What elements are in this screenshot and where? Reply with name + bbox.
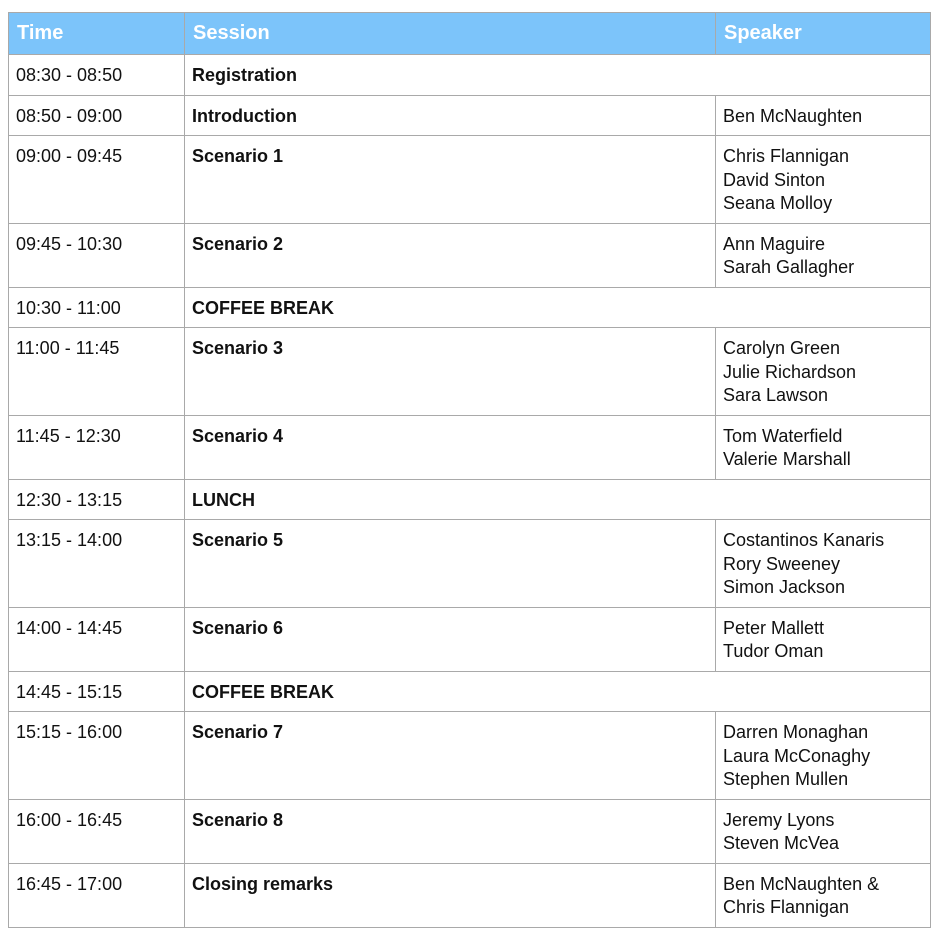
speaker-name: Ben McNaughten & bbox=[723, 873, 880, 894]
time-cell: 11:45 - 12:30 bbox=[9, 415, 185, 479]
time-cell: 16:00 - 16:45 bbox=[9, 799, 185, 863]
time-cell: 14:00 - 14:45 bbox=[9, 607, 185, 671]
speaker-name: Laura McConaghy bbox=[723, 745, 871, 766]
speaker-cell bbox=[716, 95, 931, 136]
session-cell: Introduction bbox=[185, 95, 716, 136]
speaker-name: Ben McNaughten bbox=[723, 105, 863, 126]
table-row bbox=[9, 712, 931, 800]
session-cell: COFFEE BREAK bbox=[185, 671, 931, 712]
time-cell: 08:30 - 08:50 bbox=[9, 55, 185, 96]
speaker-name: Steven McVea bbox=[723, 833, 840, 853]
table-row bbox=[9, 136, 931, 224]
header-row bbox=[9, 13, 931, 55]
speaker-name: Julie Richardson bbox=[723, 361, 857, 382]
speaker-name: Darren Monaghan bbox=[723, 722, 869, 742]
speaker-name: Ann Maguire bbox=[723, 233, 826, 254]
time-cell: 09:00 - 09:45 bbox=[9, 136, 185, 224]
agenda-header bbox=[9, 13, 931, 55]
speaker-cell bbox=[716, 607, 931, 671]
speaker-name: Rory Sweeney bbox=[723, 553, 841, 574]
column-header-session: Session bbox=[185, 13, 716, 55]
time-cell: 12:30 - 13:15 bbox=[9, 479, 185, 520]
speaker-name: Chris Flannigan bbox=[723, 146, 850, 166]
table-row bbox=[9, 328, 931, 416]
time-cell: 15:15 - 16:00 bbox=[9, 712, 185, 800]
session-cell: Scenario 1 bbox=[185, 136, 716, 224]
table-row bbox=[9, 607, 931, 671]
speaker-name: Tudor Oman bbox=[723, 641, 824, 661]
table-row bbox=[9, 799, 931, 863]
speaker-name: Chris Flannigan bbox=[723, 897, 850, 917]
speaker-name: Tom Waterfield bbox=[723, 425, 843, 446]
speaker-name: Valerie Marshall bbox=[723, 449, 851, 469]
time-cell: 10:30 - 11:00 bbox=[9, 287, 185, 328]
table-row bbox=[9, 415, 931, 479]
speaker-cell bbox=[716, 799, 931, 863]
speaker-name: Sara Lawson bbox=[723, 385, 829, 405]
speaker-cell bbox=[716, 223, 931, 287]
table-row bbox=[9, 520, 931, 608]
column-header-time: Time bbox=[9, 13, 185, 55]
speaker-cell bbox=[716, 328, 931, 416]
speaker-name: Seana Molloy bbox=[723, 193, 833, 213]
time-cell: 08:50 - 09:00 bbox=[9, 95, 185, 136]
speaker-name: Simon Jackson bbox=[723, 577, 846, 597]
session-cell: Scenario 3 bbox=[185, 328, 716, 416]
time-cell: 16:45 - 17:00 bbox=[9, 863, 185, 927]
speaker-name: Carolyn Green bbox=[723, 338, 841, 358]
session-cell: Scenario 4 bbox=[185, 415, 716, 479]
session-cell: Closing remarks bbox=[185, 863, 716, 927]
time-cell: 11:00 - 11:45 bbox=[9, 328, 185, 416]
speaker-name: Jeremy Lyons bbox=[723, 809, 835, 830]
speaker-name: Sarah Gallagher bbox=[723, 257, 855, 277]
table-row bbox=[9, 95, 931, 136]
session-cell: Registration bbox=[185, 55, 931, 96]
table-row bbox=[9, 223, 931, 287]
speaker-name: Peter Mallett bbox=[723, 617, 825, 638]
speaker-name: Stephen Mullen bbox=[723, 769, 849, 789]
session-cell: LUNCH bbox=[185, 479, 931, 520]
agenda-body bbox=[9, 55, 931, 928]
session-cell: Scenario 6 bbox=[185, 607, 716, 671]
table-row bbox=[9, 671, 931, 712]
table-row bbox=[9, 479, 931, 520]
time-cell: 13:15 - 14:00 bbox=[9, 520, 185, 608]
speaker-cell bbox=[716, 415, 931, 479]
speaker-name: Costantinos Kanaris bbox=[723, 530, 885, 550]
speaker-cell bbox=[716, 136, 931, 224]
column-header-speaker: Speaker bbox=[716, 13, 931, 55]
session-cell: Scenario 8 bbox=[185, 799, 716, 863]
session-cell: COFFEE BREAK bbox=[185, 287, 931, 328]
table-row bbox=[9, 287, 931, 328]
table-row bbox=[9, 55, 931, 96]
speaker-cell bbox=[716, 712, 931, 800]
time-cell: 09:45 - 10:30 bbox=[9, 223, 185, 287]
speaker-cell bbox=[716, 863, 931, 927]
agenda-table bbox=[8, 12, 931, 928]
speaker-name: David Sinton bbox=[723, 169, 826, 190]
session-cell: Scenario 5 bbox=[185, 520, 716, 608]
speaker-cell bbox=[716, 520, 931, 608]
session-cell: Scenario 2 bbox=[185, 223, 716, 287]
time-cell: 14:45 - 15:15 bbox=[9, 671, 185, 712]
table-row bbox=[9, 863, 931, 927]
session-cell: Scenario 7 bbox=[185, 712, 716, 800]
